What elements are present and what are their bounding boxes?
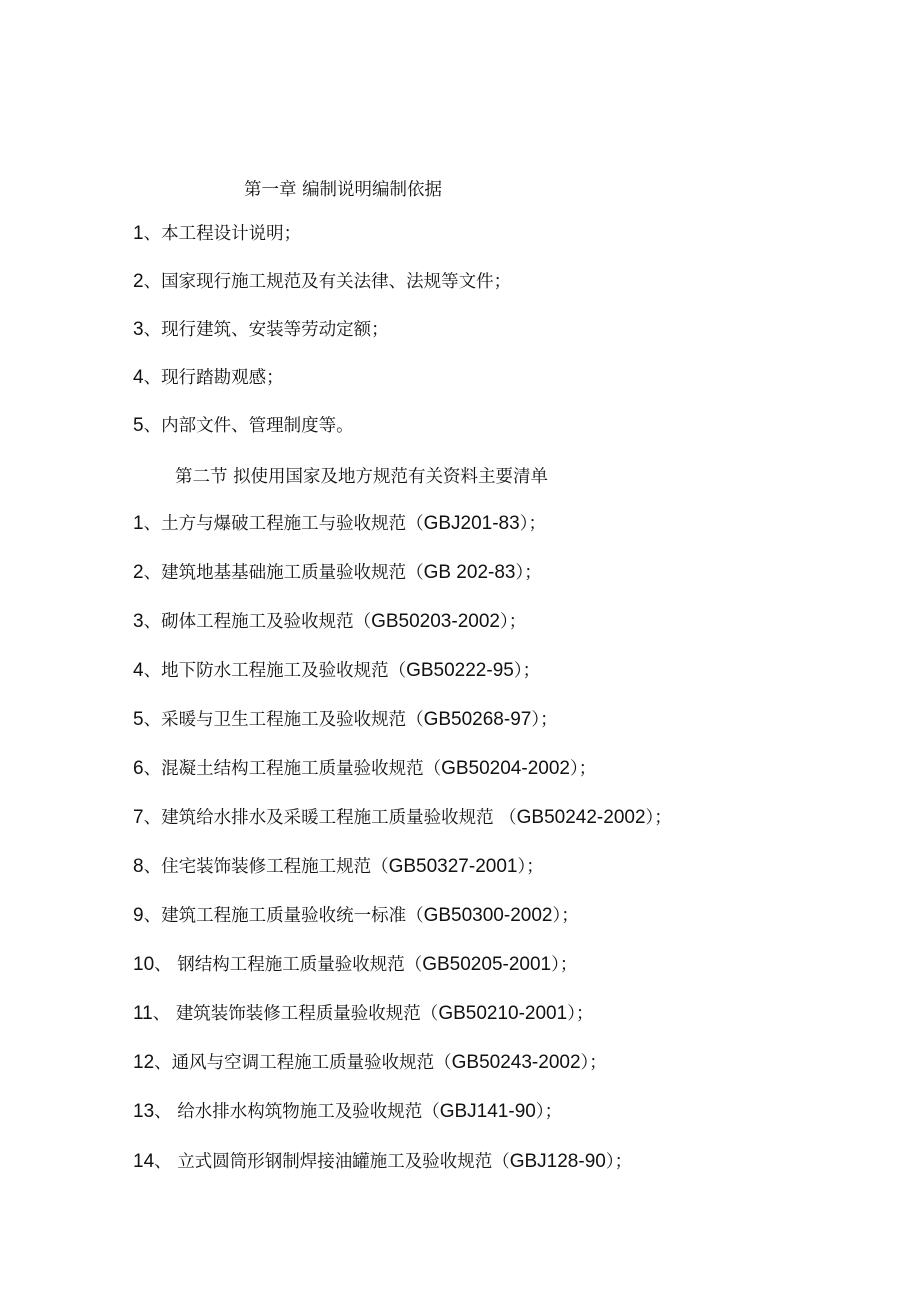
standard-code: GB50204-2002 [441,758,570,779]
section-title: 第二节 拟使用国家及地方规范有关资料主要清单 [175,467,549,487]
item-tail: ）； [605,1152,633,1172]
item-number: 12 [133,1052,155,1073]
item-number: 14 [133,1151,155,1172]
item-separator: 、 [143,710,162,730]
item-separator: 、 [143,320,162,340]
item-text: 建筑工程施工质量验收统一标准（ [161,906,424,926]
item-text: 住宅装饰装修工程施工规范（ [161,857,389,877]
standard-item [133,1002,593,1026]
item-text: 立式圆筒形钢制焊接油罐施工及验收规范（ [177,1152,510,1172]
item-number: 1 [133,223,144,244]
item-separator: 、 [143,563,162,583]
standard-code: GB50210-2001 [438,1003,568,1024]
item-number: 4 [133,367,144,388]
item-text: 建筑地基基础施工质量验收规范（ [161,563,424,583]
item-text: 土方与爆破工程施工与验收规范（ [161,514,424,534]
item-number: 6 [133,758,144,779]
item-number: 7 [133,807,144,828]
item-separator: 、 [143,224,162,244]
item-separator: 、 [154,1102,178,1122]
item-tail: ）； [580,1053,607,1073]
standard-code: GB50300-2002 [423,905,553,926]
item-number: 3 [133,319,144,340]
item-number: 13 [133,1101,155,1122]
item-separator: 、 [143,368,162,388]
standard-code: GB50203-2002 [371,611,500,632]
item-tail: ）； [531,710,558,730]
item-tail: ）； [535,1102,563,1122]
basis-item [133,318,389,342]
item-number: 2 [133,271,144,292]
item-separator: 、 [143,808,162,828]
standard-code: GBJ128-90 [509,1151,606,1172]
item-number: 9 [133,905,144,926]
item-separator: 、 [143,857,162,877]
standard-item [133,610,526,634]
standard-item [133,561,542,585]
standard-item [133,855,544,879]
standard-code: GBJ201-83 [423,513,520,534]
item-separator: 、 [143,416,162,436]
item-text: 内部文件、管理制度等。 [161,416,354,436]
item-tail: ）； [569,759,597,779]
item-number: 11 [133,1003,153,1024]
item-separator: 、 [143,272,162,292]
item-tail: ）； [519,514,546,534]
item-text: 本工程设计说明； [161,224,302,244]
item-separator: 、 [154,1053,172,1073]
item-text: 采暖与卫生工程施工及验收规范（ [161,710,424,730]
standard-item [133,757,596,781]
item-separator: 、 [154,1152,178,1172]
item-separator: 、 [143,906,162,926]
item-number: 5 [133,415,144,436]
item-number: 10 [133,954,155,975]
item-text: 给水排水构筑物施工及验收规范（ [177,1102,440,1122]
standard-item [133,953,577,977]
standard-item [133,1100,562,1124]
item-separator: 、 [143,514,162,534]
item-separator: 、 [154,955,178,975]
item-separator: 、 [143,759,162,779]
basis-item [133,270,511,294]
item-text: 现行踏勘观感； [161,368,284,388]
basis-item [133,222,301,246]
item-text: 建筑装饰装修工程质量验收规范（ [175,1004,439,1024]
item-text: 钢结构工程施工质量验收规范（ [177,955,423,975]
item-number: 3 [133,611,144,632]
item-tail: ）； [515,563,542,583]
basis-item [133,414,354,438]
item-tail: ）； [551,955,578,975]
standard-code: GB50243-2002 [451,1052,581,1073]
item-number: 8 [133,856,144,877]
item-tail: ）； [552,906,579,926]
standard-item [133,659,540,683]
item-text: 地下防水工程施工及验收规范（ [161,661,407,681]
item-tail: ）； [645,808,672,828]
item-number: 2 [133,562,144,583]
item-number: 4 [133,660,144,681]
item-separator: 、 [143,661,162,681]
item-tail: ）； [567,1004,594,1024]
item-tail: ）； [499,612,527,632]
standard-item [133,512,546,536]
item-text: 砌体工程施工及验收规范（ [161,612,372,632]
standard-code: GB50222-95 [406,660,514,681]
item-text: 混凝土结构工程施工质量验收规范（ [161,759,442,779]
standard-item [133,806,672,830]
item-text: 现行建筑、安装等劳动定额； [161,320,389,340]
standard-item [133,708,558,732]
item-text: 国家现行施工规范及有关法律、法规等文件； [161,272,512,292]
item-tail: ）； [517,857,544,877]
item-number: 1 [133,513,144,534]
standard-item [133,904,579,928]
item-text: 建筑给水排水及采暖工程施工质量验收规范 （ [161,808,517,828]
standard-code: GB50327-2001 [388,856,518,877]
standard-code: GB50242-2002 [516,807,646,828]
standard-code: GBJ141-90 [439,1101,536,1122]
item-text: 通风与空调工程施工质量验收规范（ [171,1053,452,1073]
item-tail: ）； [513,661,541,681]
standard-code: GB 202-83 [423,562,516,583]
standard-item [133,1051,607,1075]
basis-item [133,366,284,390]
item-separator: 、 [143,612,162,632]
chapter-title: 第一章 编制说明编制依据 [244,180,443,200]
item-number: 5 [133,709,144,730]
standard-item [133,1150,632,1174]
standard-code: GB50268-97 [423,709,532,730]
standard-code: GB50205-2001 [422,954,552,975]
item-separator: 、 [152,1004,176,1024]
